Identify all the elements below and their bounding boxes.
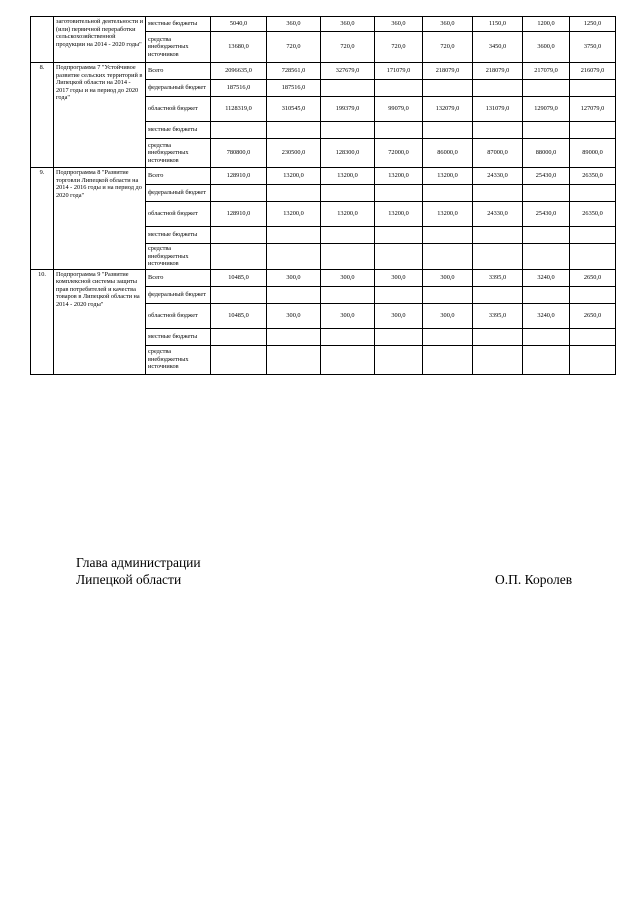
amount-cell <box>523 345 570 374</box>
amount-cell <box>570 345 616 374</box>
amount-cell <box>375 328 423 345</box>
amount-cell: 327679,0 <box>321 63 375 80</box>
amount-cell <box>570 244 616 270</box>
amount-cell <box>473 185 523 202</box>
amount-cell <box>375 244 423 270</box>
amount-cell <box>375 80 423 97</box>
funding-source: средства внебюджетных источников <box>146 32 211 63</box>
amount-cell <box>423 185 473 202</box>
funding-source: средства внебюджетных источников <box>146 139 211 168</box>
amount-cell: 300,0 <box>321 269 375 286</box>
amount-cell: 132079,0 <box>423 97 473 122</box>
amount-cell: 25430,0 <box>523 202 570 227</box>
amount-cell <box>523 328 570 345</box>
amount-cell: 728561,0 <box>267 63 321 80</box>
amount-cell <box>321 244 375 270</box>
amount-cell: 10485,0 <box>211 303 267 328</box>
amount-cell: 300,0 <box>267 269 321 286</box>
row-number: 8. <box>31 63 54 168</box>
amount-cell <box>321 286 375 303</box>
amount-cell: 720,0 <box>321 32 375 63</box>
amount-cell <box>570 328 616 345</box>
amount-cell: 13200,0 <box>267 202 321 227</box>
amount-cell <box>523 185 570 202</box>
amount-cell <box>473 244 523 270</box>
amount-cell <box>267 244 321 270</box>
funding-source: Всего <box>146 63 211 80</box>
amount-cell <box>211 345 267 374</box>
amount-cell <box>523 227 570 244</box>
amount-cell: 218079,0 <box>423 63 473 80</box>
amount-cell: 131079,0 <box>473 97 523 122</box>
amount-cell <box>375 345 423 374</box>
amount-cell: 300,0 <box>267 303 321 328</box>
amount-cell: 128910,0 <box>211 202 267 227</box>
funding-source: Всего <box>146 269 211 286</box>
amount-cell: 300,0 <box>321 303 375 328</box>
amount-cell: 127079,0 <box>570 97 616 122</box>
amount-cell <box>570 80 616 97</box>
table-row <box>31 168 616 185</box>
amount-cell: 89000,0 <box>570 139 616 168</box>
amount-cell <box>423 122 473 139</box>
program-description: Подпрограмма 8 "Развитие торговли Липецкой области на 2014 - 2016 годы и на период до 2020 года" <box>54 168 146 270</box>
table-row <box>31 17 616 32</box>
program-description: Подпрограмма 7 "Устойчивое развитие сельских территорий в Липецкой области на 2014 - 2017 годы и на период до 2020 года" <box>54 63 146 168</box>
amount-cell <box>523 244 570 270</box>
amount-cell: 780800,0 <box>211 139 267 168</box>
amount-cell: 1150,0 <box>473 17 523 32</box>
amount-cell <box>321 122 375 139</box>
amount-cell: 360,0 <box>423 17 473 32</box>
amount-cell: 24330,0 <box>473 168 523 185</box>
amount-cell <box>375 227 423 244</box>
amount-cell: 5040,0 <box>211 17 267 32</box>
amount-cell <box>267 286 321 303</box>
amount-cell: 1250,0 <box>570 17 616 32</box>
amount-cell: 3395,0 <box>473 269 523 286</box>
amount-cell <box>473 345 523 374</box>
amount-cell <box>211 328 267 345</box>
funding-source: местные бюджеты <box>146 328 211 345</box>
amount-cell: 187516,0 <box>267 80 321 97</box>
amount-cell <box>321 328 375 345</box>
amount-cell <box>321 345 375 374</box>
amount-cell: 310545,0 <box>267 97 321 122</box>
funding-source: местные бюджеты <box>146 17 211 32</box>
amount-cell: 3240,0 <box>523 269 570 286</box>
amount-cell <box>267 227 321 244</box>
amount-cell: 300,0 <box>423 269 473 286</box>
amount-cell <box>321 80 375 97</box>
signature-position-line1: Глава администрации <box>76 555 201 570</box>
amount-cell <box>523 122 570 139</box>
amount-cell: 720,0 <box>375 32 423 63</box>
amount-cell <box>267 328 321 345</box>
amount-cell: 26350,0 <box>570 168 616 185</box>
amount-cell: 3600,0 <box>523 32 570 63</box>
amount-cell <box>375 185 423 202</box>
amount-cell <box>423 80 473 97</box>
amount-cell: 86000,0 <box>423 139 473 168</box>
amount-cell <box>473 328 523 345</box>
amount-cell: 230500,0 <box>267 139 321 168</box>
amount-cell <box>473 122 523 139</box>
funding-source: областной бюджет <box>146 202 211 227</box>
amount-cell <box>473 80 523 97</box>
amount-cell: 216079,0 <box>570 63 616 80</box>
amount-cell: 88000,0 <box>523 139 570 168</box>
amount-cell: 300,0 <box>423 303 473 328</box>
amount-cell <box>375 122 423 139</box>
amount-cell <box>523 286 570 303</box>
funding-source: федеральный бюджет <box>146 80 211 97</box>
amount-cell <box>570 122 616 139</box>
amount-cell <box>570 185 616 202</box>
amount-cell: 171079,0 <box>375 63 423 80</box>
row-number <box>31 17 54 63</box>
table-row <box>31 63 616 80</box>
amount-cell: 300,0 <box>375 269 423 286</box>
amount-cell: 187516,0 <box>211 80 267 97</box>
amount-cell: 3240,0 <box>523 303 570 328</box>
amount-cell: 10485,0 <box>211 269 267 286</box>
amount-cell: 26350,0 <box>570 202 616 227</box>
funding-source: федеральный бюджет <box>146 286 211 303</box>
amount-cell: 128910,0 <box>211 168 267 185</box>
amount-cell <box>211 244 267 270</box>
amount-cell <box>423 328 473 345</box>
amount-cell <box>473 286 523 303</box>
amount-cell: 24330,0 <box>473 202 523 227</box>
signature-position-line2: Липецкой области <box>76 572 182 587</box>
amount-cell <box>423 227 473 244</box>
amount-cell <box>523 80 570 97</box>
amount-cell <box>570 286 616 303</box>
amount-cell: 13200,0 <box>423 168 473 185</box>
amount-cell: 13200,0 <box>321 202 375 227</box>
amount-cell: 1200,0 <box>523 17 570 32</box>
amount-cell <box>321 185 375 202</box>
budget-table <box>30 16 616 375</box>
amount-cell: 99079,0 <box>375 97 423 122</box>
amount-cell <box>211 227 267 244</box>
amount-cell: 13200,0 <box>267 168 321 185</box>
amount-cell: 87000,0 <box>473 139 523 168</box>
amount-cell <box>423 286 473 303</box>
amount-cell: 199379,0 <box>321 97 375 122</box>
amount-cell <box>375 286 423 303</box>
amount-cell: 13680,0 <box>211 32 267 63</box>
funding-source: местные бюджеты <box>146 227 211 244</box>
amount-cell: 3450,0 <box>473 32 523 63</box>
amount-cell <box>473 227 523 244</box>
funding-source: областной бюджет <box>146 97 211 122</box>
table-row <box>31 269 616 286</box>
program-description: Подпрограмма 9 "Развитие комплексной системы защиты прав потребителей и качества товаров в Липецкой области на 2014 - 2020 годы" <box>54 269 146 374</box>
amount-cell <box>211 122 267 139</box>
amount-cell: 2650,0 <box>570 303 616 328</box>
funding-source: федеральный бюджет <box>146 185 211 202</box>
row-number: 9. <box>31 168 54 270</box>
amount-cell: 2096635,0 <box>211 63 267 80</box>
amount-cell <box>321 227 375 244</box>
amount-cell <box>267 185 321 202</box>
amount-cell <box>423 345 473 374</box>
funding-source: Всего <box>146 168 211 185</box>
funding-source: средства внебюджетных источников <box>146 244 211 270</box>
amount-cell <box>211 286 267 303</box>
amount-cell <box>211 185 267 202</box>
amount-cell <box>267 122 321 139</box>
funding-source: местные бюджеты <box>146 122 211 139</box>
amount-cell: 217079,0 <box>523 63 570 80</box>
amount-cell: 13200,0 <box>321 168 375 185</box>
row-number: 10. <box>31 269 54 374</box>
amount-cell: 3395,0 <box>473 303 523 328</box>
program-description: заготовительной деятельности и (или) первичной переработки сельскохозяйственной продукции на 2014 - 2020 годы" <box>54 17 146 63</box>
amount-cell: 360,0 <box>321 17 375 32</box>
amount-cell: 218079,0 <box>473 63 523 80</box>
amount-cell: 13200,0 <box>375 168 423 185</box>
amount-cell <box>423 244 473 270</box>
amount-cell: 13200,0 <box>375 202 423 227</box>
signature-name: О.П. Королев <box>495 572 573 587</box>
amount-cell: 300,0 <box>375 303 423 328</box>
amount-cell <box>267 345 321 374</box>
funding-source: средства внебюджетных источников <box>146 345 211 374</box>
amount-cell: 360,0 <box>267 17 321 32</box>
funding-source: областной бюджет <box>146 303 211 328</box>
amount-cell: 72000,0 <box>375 139 423 168</box>
amount-cell <box>570 227 616 244</box>
amount-cell: 720,0 <box>423 32 473 63</box>
amount-cell: 25430,0 <box>523 168 570 185</box>
amount-cell: 129079,0 <box>523 97 570 122</box>
amount-cell: 3750,0 <box>570 32 616 63</box>
amount-cell: 360,0 <box>375 17 423 32</box>
amount-cell: 1128319,0 <box>211 97 267 122</box>
amount-cell: 13200,0 <box>423 202 473 227</box>
amount-cell: 720,0 <box>267 32 321 63</box>
amount-cell: 128300,0 <box>321 139 375 168</box>
amount-cell: 2650,0 <box>570 269 616 286</box>
